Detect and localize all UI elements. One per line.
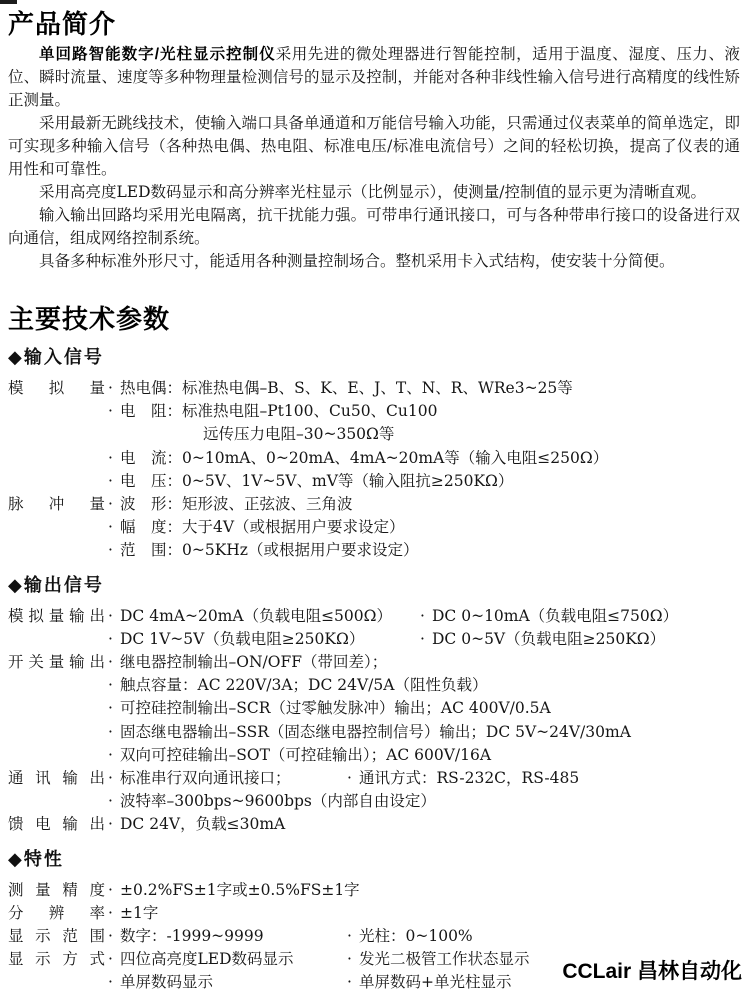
spec-row-label: 开关量输出 [8,653,105,672]
spec-text-value: DC 4mA~20mA（负载电阻≤500Ω） [120,606,392,625]
spec-line [108,493,740,516]
spec-text-value: 双向可控硅输出–SOT（可控硅输出）；AC 600V/16A [120,745,492,764]
spec-row-items [108,493,740,563]
spec-text [203,423,394,446]
spec-text-value: 可控硅控制输出–SCR（过零触发脉冲）输出；AC 400V/0.5A [120,699,551,718]
spec-text [347,925,473,948]
spec-text-value: 触点容量：AC 220V/3A；DC 24V/5A（阻性负载） [120,676,488,695]
spec-row [8,651,740,767]
intro-paragraphs [8,43,740,273]
spec-text [347,767,579,790]
bullet-marker: · [108,653,113,672]
intro-paragraph: 单回路智能数字/光柱显示控制仪采用先进的微处理器进行智能控制，适用于温度、湿度、压力、液位、瞬时流量、速度等多种物理量检测信号的显示及控制，并能对各种非线性输入信号进行高精度的线性矫正测量。 [8,45,740,109]
spec-row [8,377,740,493]
spec-text-value: 电 阻：标准热电阻–Pt100、Cu50、Cu100 [120,402,438,421]
spec-line [108,813,740,836]
bullet-marker: · [108,950,113,969]
spec-row-label: 脉冲量 [8,495,105,514]
spec-text-value: DC 0~10mA（负载电阻≤750Ω） [432,606,679,625]
spec-row-items [108,605,740,651]
spec-row-items [108,879,740,902]
spec-row-items [108,767,740,813]
spec-text-value: DC 0~5V（负载电阻≥250KΩ） [432,629,666,648]
spec-text [108,925,347,948]
spec-row-label: 模拟量 [8,379,105,397]
spec-text-value: 波特率–300bps~9600bps（内部自由设定） [120,792,436,811]
spec-row-label: 通讯输出 [8,769,105,788]
spec-text [108,879,360,902]
spec-row [8,879,740,902]
bullet-marker: · [420,606,425,625]
spec-line [108,902,740,925]
spec-line [108,605,740,628]
spec-row [8,902,740,925]
spec-row [8,493,740,563]
spec-text-value: 发光二极管工作状态显示 [359,950,530,969]
spec-text [108,470,513,493]
spec-line [108,423,740,446]
section-heading: ◆输入信号 [8,347,104,368]
spec-text-value: 标准串行双向通讯接口； [120,769,291,788]
bullet-marker: · [108,379,113,397]
spec-row-items [108,813,740,836]
section-heading: ◆输出信号 [8,574,104,596]
brand-logo: CCLair 昌林自动化 [562,960,742,983]
spec-text [108,948,347,971]
spec-text [108,902,158,925]
spec-text [108,721,631,744]
spec-text-value: DC 1V~5V（负载电阻≥250KΩ） [120,629,365,648]
spec-text [420,628,665,651]
bullet-marker: · [108,903,113,922]
spec-text [108,767,347,790]
spec-text-value: 电 流：0~10mA、0~20mA、4mA~20mA等（输入电阻≤250Ω） [120,448,609,467]
spec-line [108,447,740,470]
spec-row-label: 测量精度 [8,880,105,899]
spec-text-value: ±0.2%FS±1字或±0.5%FS±1字 [120,880,360,899]
spec-text-value: 电 压：0~5V、1V~5V、mV等（输入阻抗≥250KΩ） [120,471,514,490]
spec-line [108,697,740,720]
spec-line [108,925,740,948]
spec-line [108,628,740,651]
spec-line [108,879,740,902]
bullet-marker: · [108,927,113,946]
spec-row-items [108,651,740,767]
spec-row-items [108,377,740,493]
spec-line [108,674,740,697]
bullet-marker: · [108,792,113,811]
spec-text [108,674,487,697]
spec-row [8,605,740,651]
spec-text [108,539,418,562]
spec-row [8,813,740,836]
spec-section-output [8,574,740,837]
spec-row-label: 显示范围 [8,927,105,946]
spec-text-value: 通讯方式：RS-232C，RS-485 [359,769,580,788]
bullet-marker: · [347,769,352,788]
bullet-marker: · [108,676,113,695]
spec-text [347,948,530,971]
spec-text [108,651,387,674]
bullet-marker: · [108,541,113,560]
spec-sections [8,346,740,995]
bullet-marker: · [108,722,113,741]
spec-text [108,790,436,813]
spec-row-items [108,925,740,948]
spec-text [108,744,491,767]
section-heading: ◆特性 [8,848,64,870]
spec-line [108,400,740,423]
spec-text [108,628,420,651]
spec-text-value: 单屏数码+单光柱显示 [359,973,512,992]
intro-paragraph: 采用最新无跳线技术，使输入端口具备单通道和万能信号输入功能，只需通过仪表菜单的简单选定，即可实现多种输入信号（各种热电偶、热电阻、标准电压/标准电流信号）之间的轻松切换，提高了仪表的通用性和可靠性。 [8,114,740,178]
spec-text [420,605,678,628]
spec-text [108,447,608,470]
bullet-marker: · [420,629,425,648]
spec-row [8,767,740,813]
bullet-marker: · [108,699,113,718]
spec-text [347,971,512,994]
bullet-marker: · [108,745,113,764]
bullet-marker: · [108,518,113,537]
spec-text [108,493,353,516]
spec-text-value: 数字：-1999~9999 [120,927,264,946]
bullet-marker: · [108,402,113,421]
spec-text-value: 固态继电器输出–SSR（固态继电器控制信号）输出；DC 5V~24V/30mA [120,722,631,741]
bullet-marker: · [108,471,113,490]
spec-text [108,605,420,628]
spec-row-label: 馈电输出 [8,815,105,834]
spec-row-label: 模拟量输出 [8,606,105,625]
bullet-marker: · [347,950,352,969]
spec-line [108,516,740,539]
spec-text [108,697,551,720]
spec-line [108,539,740,562]
spec-text-value: 单屏数码显示 [120,973,214,992]
bullet-marker: · [347,973,352,992]
spec-line [108,651,740,674]
bullet-marker: · [108,495,113,514]
bullet-marker: · [108,769,113,788]
bullet-marker: · [108,815,113,834]
spec-text [108,400,438,423]
spec-text [108,516,405,539]
intro-paragraph: 输入输出回路均采用光电隔离，抗干扰能力强。可带串行通讯接口，可与各种带串行接口的设备进行双向通信，组成网络控制系统。 [8,206,740,247]
spec-text-value: DC 24V，负载≤30mA [120,815,286,834]
spec-text-value: ±1字 [120,903,159,922]
spec-text [108,813,285,836]
spec-row-label: 显示方式 [8,950,105,969]
spec-text-value: 范 围：0~5KHz（或根据用户要求设定） [120,541,419,560]
bullet-marker: · [347,927,352,946]
bullet-marker: · [108,880,113,899]
spec-line [108,470,740,493]
spec-line [108,377,740,400]
bullet-marker: · [108,448,113,467]
spec-row-items [108,902,740,925]
scan-artifact-mark [0,0,17,4]
spec-line [108,790,740,813]
spec-text-value: 幅 度：大于4V（或根据用户要求设定） [120,518,405,537]
spec-section-input [8,346,740,563]
spec-text [108,377,573,400]
intro-title: 产品简介 [8,9,117,39]
spec-line [108,744,740,767]
spec-line [108,767,740,790]
bullet-marker: · [108,629,113,648]
spec-row-label: 分辨率 [8,903,105,922]
spec-text [108,971,347,994]
product-name: 单回路智能数字/光柱显示控制仪 [39,46,276,63]
spec-text-value: 远传压力电阻–30~350Ω等 [203,425,395,444]
bullet-marker: · [108,606,113,625]
spec-line [108,721,740,744]
spec-text-value: 继电器控制输出–ON/OFF（带回差）； [120,653,388,672]
intro-paragraph: 具备多种标准外形尺寸，能适用各种测量控制场合。整机采用卡入式结构，使安装十分简便。 [39,252,675,270]
spec-text-value: 四位高亮度LED数码显示 [120,950,294,969]
bullet-marker: · [108,973,113,992]
params-title: 主要技术参数 [8,304,171,334]
spec-row [8,925,740,948]
spec-text-value: 光柱：0~100% [359,927,473,946]
spec-text-value: 热电偶：标准热电偶–B、S、K、E、J、T、N、R、WRe3~25等 [120,379,573,397]
spec-text-value: 波 形：矩形波、正弦波、三角波 [120,495,353,514]
intro-paragraph: 采用高亮度LED数码显示和高分辨率光柱显示（比例显示），使测量/控制值的显示更为清晰直观。 [39,183,707,201]
